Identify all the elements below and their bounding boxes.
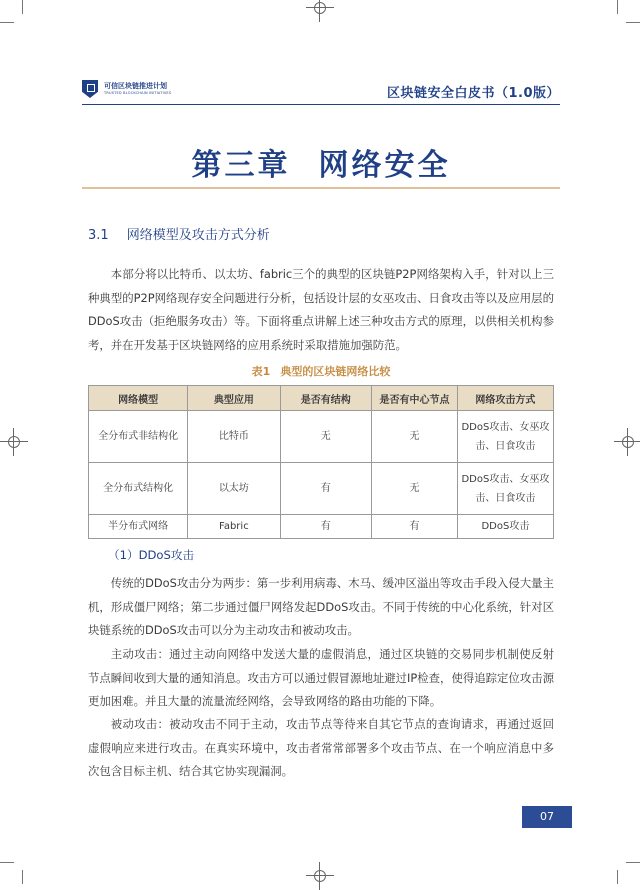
table-cell: 有 — [280, 515, 372, 539]
body-paragraph: 主动攻击：通过主动向网络中发送大量的虚假消息，通过区块链的交易同步机制使反射节点瞬间收到大量的通知消息。攻击方可以通过假冒源地址避过IP检查，使得追踪定位攻击源更加困难。并且大量的流量流经网络，会导致网络的路由功能的下降。 — [88, 647, 554, 708]
logo — [82, 80, 171, 98]
chapter-title — [82, 140, 560, 184]
registration-mark-left — [4, 432, 24, 452]
table-row — [89, 515, 554, 539]
column-header: 是否有结构 — [280, 386, 372, 411]
column-header: 网络模型 — [89, 386, 188, 411]
table-cell: DDoS攻击、女巫攻击、日食攻击 — [457, 411, 553, 463]
table-cell: 半分布式网络 — [89, 515, 188, 539]
column-header: 网络攻击方式 — [457, 386, 553, 411]
table-cell: 全分布式结构化 — [89, 463, 188, 515]
table-header-row — [89, 386, 554, 411]
page-header — [82, 74, 560, 108]
body-paragraph: 传统的DDoS攻击分为两步：第一步利用病毒、木马、缓冲区溢出等攻击手段入侵大量主机，形成僵尸网络；第二步通过僵尸网络发起DDoS攻击。不同于传统的中心化系统，针对区块链系统的DDoS攻击可以分为主动攻击和被动攻击。 — [88, 576, 554, 637]
intro-paragraph: 本部分将以比特币、以太坊、fabric三个的典型的区块链P2P网络架构入手，针对以上三种典型的P2P网络现存安全问题进行分析，包括设计层的女巫攻击、日食攻击等以及应用层的DDoS攻击（拒绝服务攻击）等。下面将重点讲解上述三种攻击方式的原理，以供相关机构参考，并在开发基于区块链网络的应用系统时采取措施加强防范。 — [88, 267, 554, 352]
table-caption — [88, 363, 554, 379]
table-number: 表1 — [251, 365, 271, 378]
table-row — [89, 411, 554, 463]
table-cell: 比特币 — [188, 411, 280, 463]
table-cell: 全分布式非结构化 — [89, 411, 188, 463]
body-paragraph: 被动攻击：被动攻击不同于主动，攻击节点等待来自其它节点的查询请求，再通过返回虚假响应来进行攻击。在真实环境中，攻击者常常部署多个攻击节点、在一个响应消息中多次包含目标主机、结合其它协实现漏洞。 — [88, 717, 554, 778]
table-cell: 有 — [280, 463, 372, 515]
crop-line — [617, 0, 618, 14]
subsection-heading: （1）DDoS攻击 — [108, 548, 195, 562]
crop-line — [22, 870, 23, 884]
logo-name: 可信区块链推进计划 — [104, 81, 167, 90]
table-cell: Fabric — [188, 515, 280, 539]
header-divider — [82, 104, 560, 105]
registration-mark-top — [310, 0, 330, 18]
table-cell: 无 — [372, 463, 458, 515]
column-header: 是否有中心节点 — [372, 386, 458, 411]
table-cell: DDoS攻击、女巫攻击、日食攻击 — [457, 463, 553, 515]
table-cell: 以太坊 — [188, 463, 280, 515]
chapter-divider — [82, 187, 560, 189]
table-row — [89, 463, 554, 515]
registration-mark-right — [618, 432, 638, 452]
chapter-name: 网络安全 — [318, 148, 451, 183]
crop-line — [0, 862, 14, 863]
document-title: 区块链安全白皮书（1.0版） — [386, 86, 560, 101]
crop-line — [22, 0, 23, 14]
section-title: 网络模型及攻击方式分析 — [126, 228, 270, 243]
table-cell: 有 — [372, 515, 458, 539]
chapter-label: 第三章 — [191, 148, 291, 183]
network-comparison-table — [88, 385, 554, 539]
section-number: 3.1 — [88, 228, 109, 243]
crop-line — [626, 862, 640, 863]
crop-line — [0, 22, 14, 23]
table-cell: 无 — [280, 411, 372, 463]
crop-line — [617, 870, 618, 884]
registration-mark-bottom — [310, 866, 330, 886]
table-cell: DDoS攻击 — [457, 515, 553, 539]
table-cell: 无 — [372, 411, 458, 463]
column-header: 典型应用 — [188, 386, 280, 411]
logo-subtitle: TRUSTED BLOCKCHAIN INITIATIVES — [104, 90, 172, 95]
table-caption-text: 典型的区块链网络比较 — [280, 365, 391, 378]
shield-logo-icon — [82, 80, 98, 98]
crop-line — [626, 22, 640, 23]
section-heading — [88, 224, 270, 243]
page-number: 07 — [522, 806, 572, 828]
